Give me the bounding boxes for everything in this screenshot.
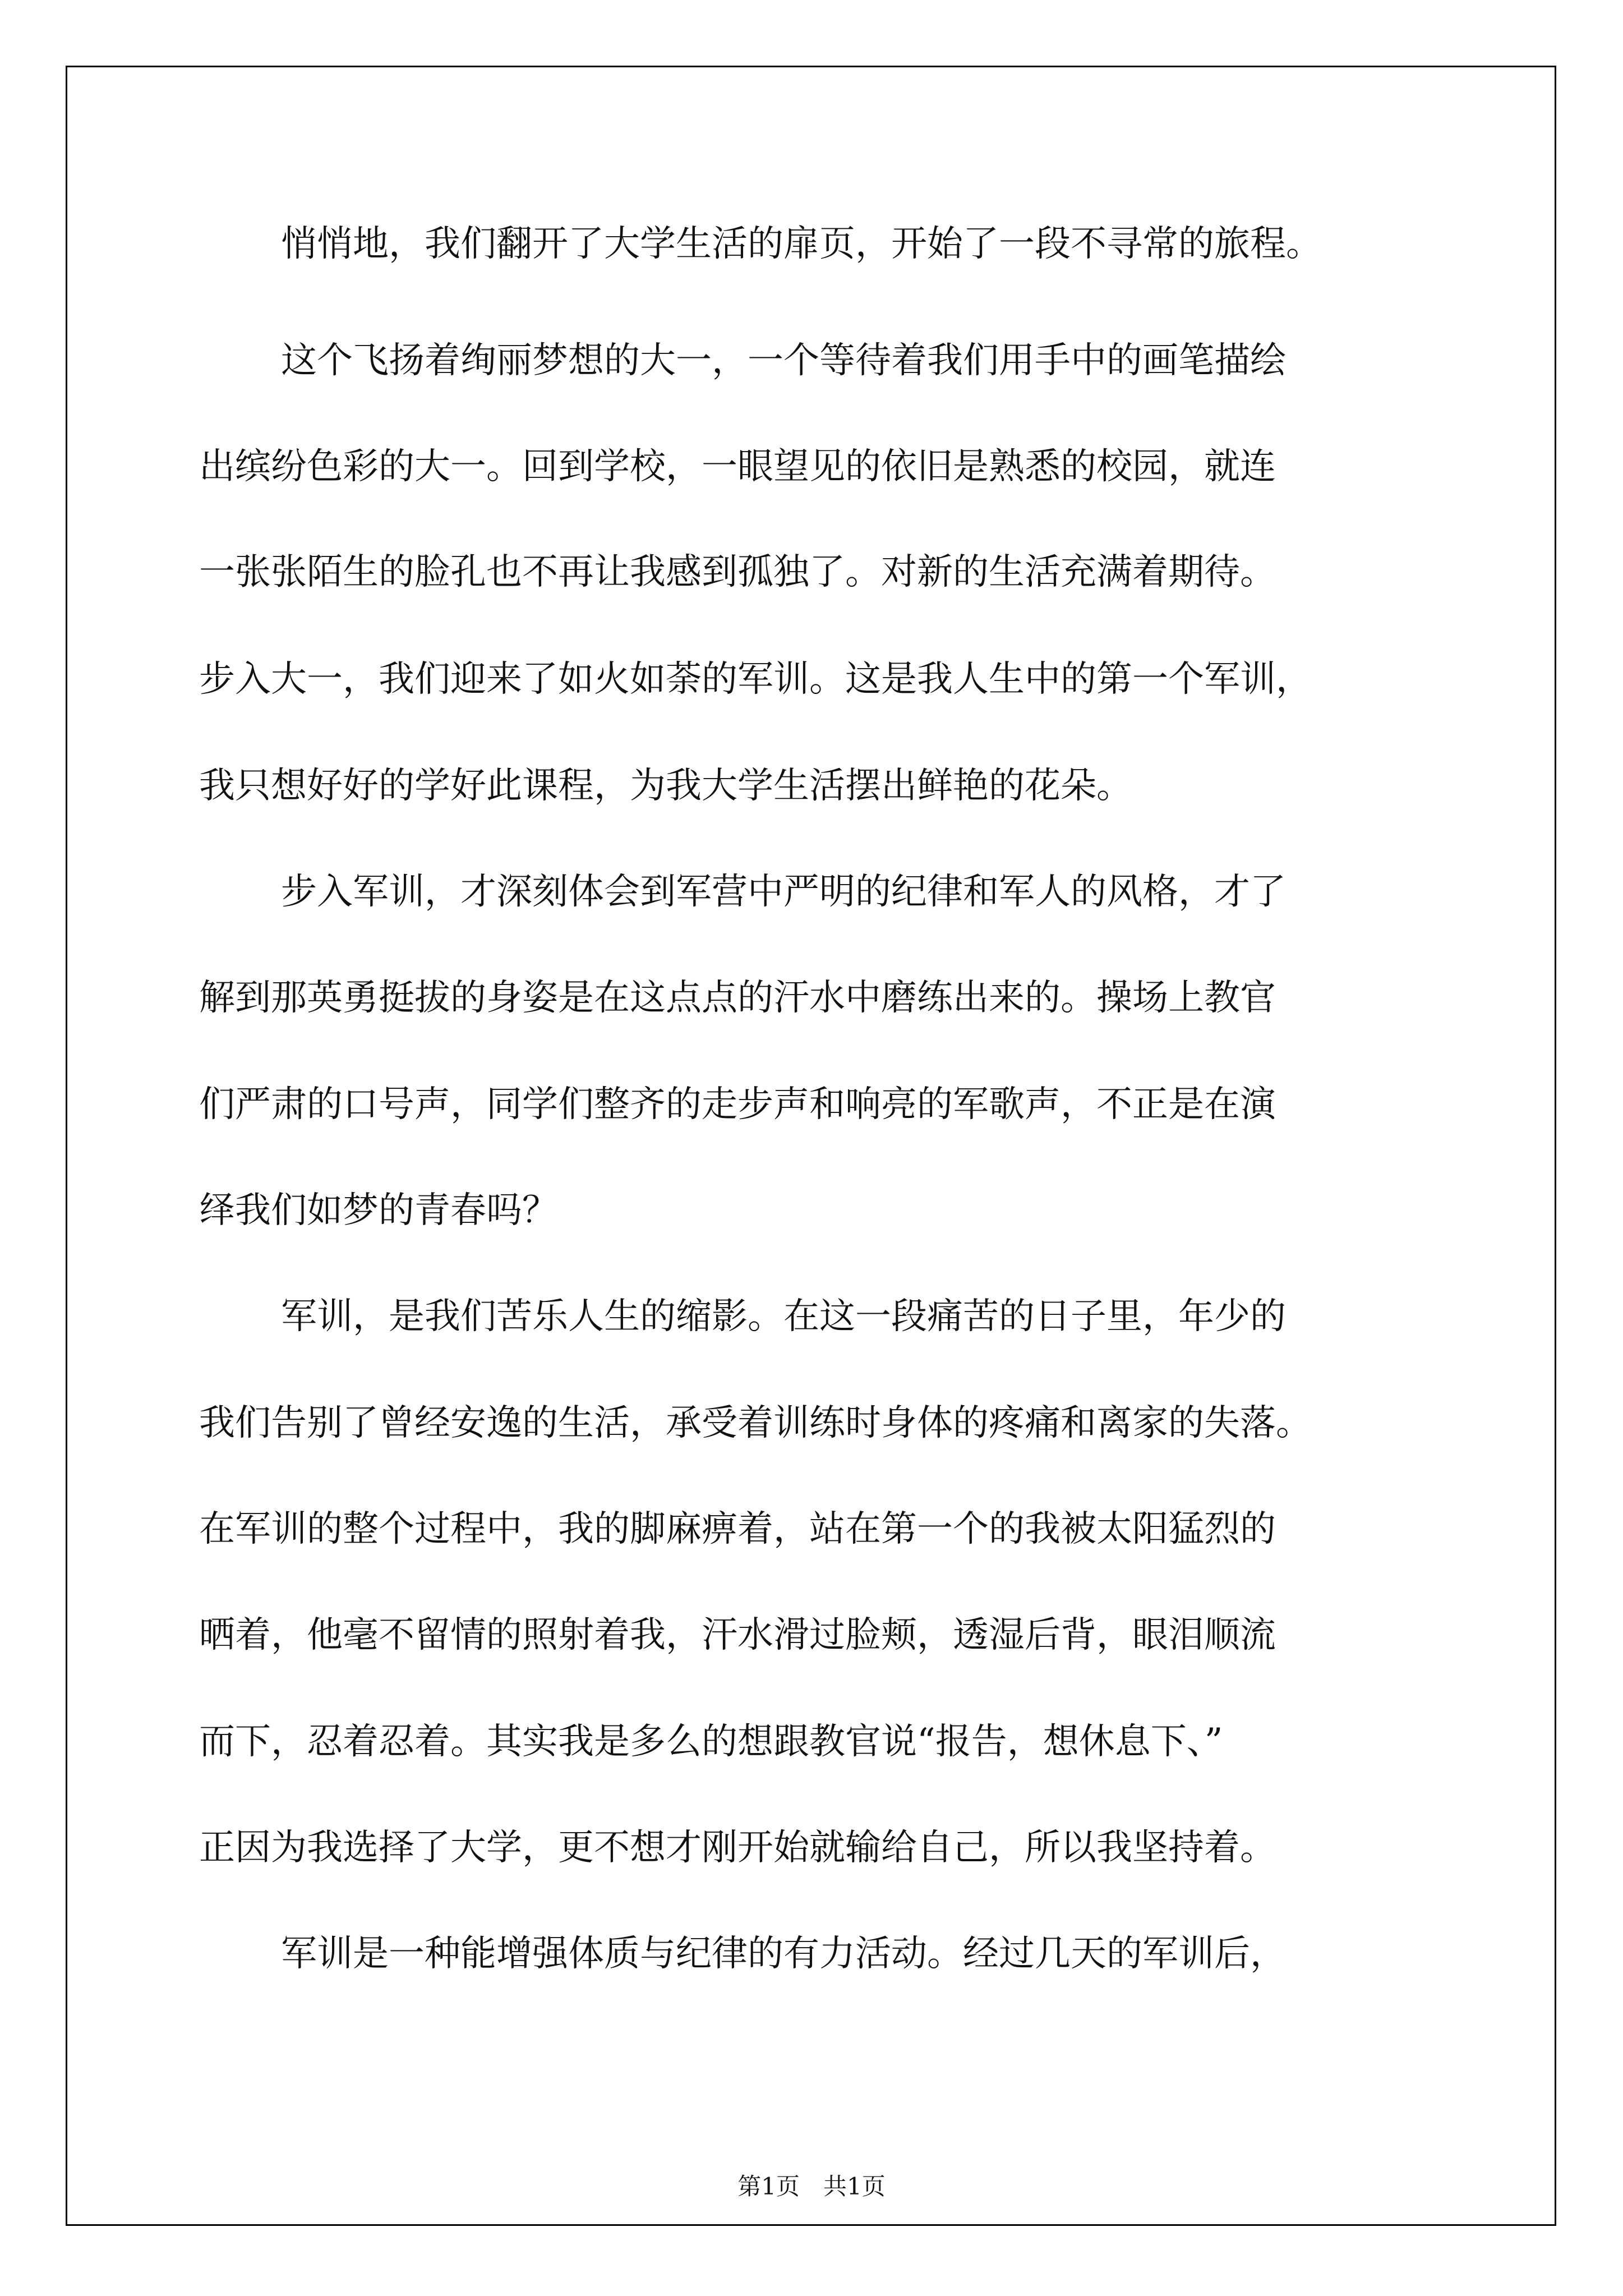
text-line: 正因为我选择了大学，更不想才刚开始就输给自己，所以我坚持着。 <box>199 1827 1276 1869</box>
text-line: 而下，忍着忍着。其实我是多么的想跟教官说“报告，想休息下、” <box>199 1721 1223 1763</box>
text-line: 出缤纷色彩的大一。回到学校，一眼望见的依旧是熟悉的校园，就连 <box>199 446 1276 487</box>
page-number-footer: 第1页 共1页 <box>737 2173 886 2200</box>
text-line: 步入大一，我们迎来了如火如荼的军训。这是我人生中的第一个军训， <box>199 659 1312 700</box>
text-line: 悄悄地，我们翻开了大学生活的扉页，开始了一段不寻常的旅程。 <box>281 223 1322 265</box>
text-line: 绎我们如梦的青春吗？ <box>199 1190 558 1231</box>
text-line: 这个飞扬着绚丽梦想的大一，一个等待着我们用手中的画笔描绘 <box>281 340 1286 381</box>
text-line: 在军训的整个过程中，我的脚麻痹着，站在第一个的我被太阳猛烈的 <box>199 1508 1276 1550</box>
text-line: 们严肃的口号声，同学们整齐的走步声和响亮的军歌声，不正是在演 <box>199 1084 1276 1125</box>
text-line: 解到那英勇挺拔的身姿是在这点点的汗水中磨练出来的。操场上教官 <box>199 977 1276 1019</box>
text-line: 军训是一种能增强体质与纪律的有力活动。经过几天的军训后， <box>281 1933 1286 1975</box>
text-line: 步入军训，才深刻体会到军营中严明的纪律和军人的风格，才了 <box>281 871 1286 913</box>
text-line: 我只想好好的学好此课程，为我大学生活摆出鲜艳的花朵。 <box>199 765 1132 807</box>
text-line: 我们告别了曾经安逸的生活，承受着训练时身体的疼痛和离家的失落。 <box>199 1402 1312 1444</box>
text-line: 一张张陌生的脸孔也不再让我感到孤独了。对新的生活充满着期待。 <box>199 551 1276 593</box>
text-line: 军训，是我们苦乐人生的缩影。在这一段痛苦的日子里，年少的 <box>281 1296 1286 1337</box>
page-border <box>66 66 1556 2226</box>
text-line: 晒着，他毫不留情的照射着我，汗水滑过脸颊，透湿后背，眼泪顺流 <box>199 1614 1276 1656</box>
